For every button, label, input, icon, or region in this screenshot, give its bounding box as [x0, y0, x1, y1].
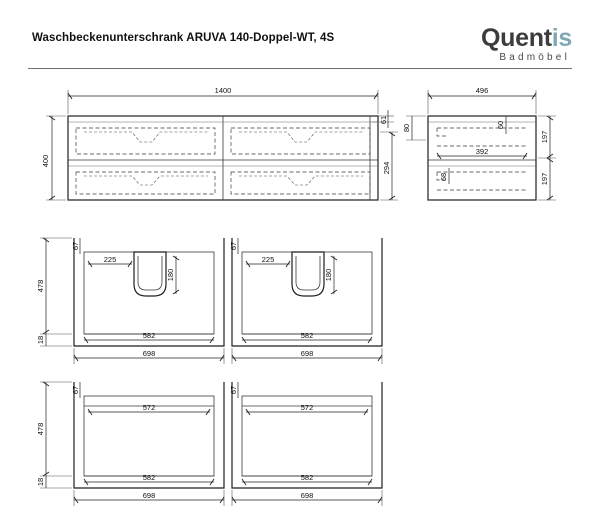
dim-lower-outer-width: 698	[142, 491, 156, 500]
page-title: Waschbeckenunterschrank ARUVA 140-Doppel-WT, 4S	[32, 32, 335, 44]
dim-side-inner-depth: 392	[475, 147, 489, 156]
dim-lower-right-top: 67	[229, 385, 238, 395]
brand-name	[481, 26, 572, 51]
dim-lower-inner-width: 582	[142, 473, 156, 482]
brand-logo	[481, 26, 572, 63]
dim-upper-right-outer-width: 698	[300, 349, 314, 358]
dim-lower-right-outer-width: 698	[300, 491, 314, 500]
dim-lower-right-inner-top-width: 572	[300, 403, 314, 412]
dim-side-lower-inner: 68	[439, 172, 448, 182]
dim-upper-right-top: 67	[229, 241, 238, 251]
dim-upper-outer-width: 698	[142, 349, 156, 358]
brand-name-part1: Quent	[481, 24, 552, 52]
dim-side-top-inner: 60	[496, 120, 505, 130]
dim-front-drawer-upper: 61	[379, 115, 388, 125]
side-view	[402, 86, 556, 200]
dim-upper-cut-depth: 180	[166, 268, 175, 282]
drawer-view-lower	[36, 382, 382, 506]
dim-upper-left-top: 67	[71, 241, 80, 251]
dim-upper-right-cut-depth: 180	[324, 268, 333, 282]
dim-front-width: 1400	[214, 86, 232, 95]
dim-lower-left-base: 18	[36, 477, 45, 487]
header-divider	[28, 68, 572, 69]
dim-lower-right-inner-width: 582	[300, 473, 314, 482]
dim-lower-left-top: 67	[71, 385, 80, 395]
dim-front-drawer-lower: 294	[382, 161, 391, 175]
dim-upper-right-cut-width: 225	[261, 255, 275, 264]
dim-upper-left-height: 478	[36, 279, 45, 293]
brand-tagline: Badmöbel	[499, 52, 570, 63]
dim-side-depth: 496	[475, 86, 489, 95]
dim-upper-left-base: 18	[36, 335, 45, 345]
dim-front-height: 400	[41, 154, 50, 168]
dim-upper-right-inner-width: 582	[300, 331, 314, 340]
drawer-view-upper	[36, 238, 382, 364]
drawing-canvas	[0, 76, 600, 516]
dim-lower-left-height: 478	[36, 422, 45, 436]
dim-upper-cut-width: 225	[103, 255, 117, 264]
dim-side-right-upper: 197	[540, 130, 549, 144]
front-view	[41, 86, 398, 200]
brand-name-accent: is	[551, 24, 572, 52]
dim-upper-inner-width: 582	[142, 331, 156, 340]
dim-side-top: 80	[402, 123, 411, 133]
dim-lower-inner-top-width: 572	[142, 403, 156, 412]
dim-side-right-lower: 197	[540, 172, 549, 186]
